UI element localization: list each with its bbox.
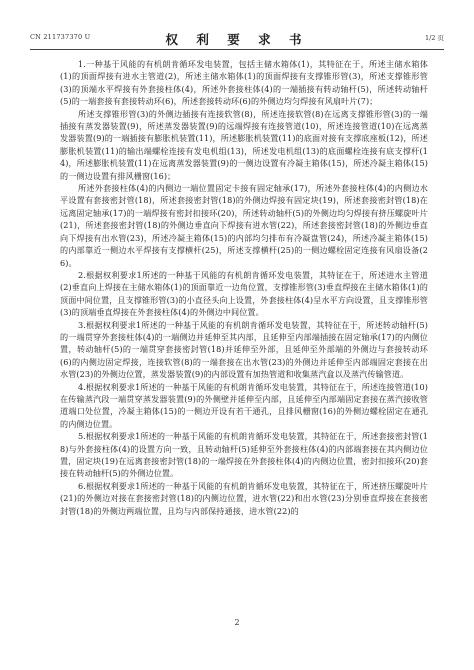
claims-body — [60, 58, 428, 517]
header-rule — [30, 49, 444, 50]
claim-1-paragraph-c: 所述外套接柱体(4)的内侧边一端位置固定卡接有固定轴承(17)，所述外套接柱体(4)的内侧边水平设置有套接密封管(18)，所述套接密封管(18)的外侧边焊接有固定块(19)，所述套接密封管(18)在远离固定轴承(17)的一端焊接有密封扣接环(20)，所述转动轴杆(5)的外侧边均匀焊接有挤压螺旋叶片(21)，所述套接密封管(18)的外侧边垂直向下焊接有进水管(22)，所述套接密封管(18)的外侧边垂直向下焊接有出水管(23)，所述冷凝主箱体(15)的内部均匀排布有冷凝盘管(24)，所述冷凝主箱体(15)的内部靠近一侧边水平焊接有支撑横杆(25)，所述支撑横杆(25)的一侧边螺栓固定连接有风扇设备(26)。 — [60, 183, 428, 268]
header-page-indicator: 1/2 页 — [424, 34, 444, 42]
page-number: 2 — [234, 618, 240, 627]
claim-2: 2.根据权利要求1所述的一种基于风能的有机朗肯循环发电装置，其特征在于，所述进水主管道(2)垂直向上焊接在主储水箱体(1)的顶面靠近一边角位置，支撑锥形管(3)垂直焊接在主储水箱体(1)的顶面中间位置，且支撑锥形管(3)的小直径头向上设置，外套接柱体(4)呈水平方向设置，且支撑锥形管(3)的顶端垂直焊接在外套接柱体(4)的外侧边中间位置。 — [60, 269, 428, 318]
claim-1-paragraph-a: 1.一种基于风能的有机朗肯循环发电装置，包括主储水箱体(1)，其特征在于，所述主储水箱体(1)的顶面焊接有进水主管道(2)，所述主储水箱体(1)的顶面焊接有支撑锥形管(3)，所述支撑锥形管(3)的顶端水平焊接有外套接柱体(4)，所述外套接柱体(4)的一端插接有转动轴杆(5)，所述转动轴杆(5)的一端套接有套接转动环(6)，所述套接转动环(6)的外侧边均匀焊接有风扇叶片(7)； — [60, 59, 428, 107]
document-title: 权 利 要 求 书 — [165, 32, 309, 47]
claim-4: 4.根据权利要求1所述的一种基于风能的有机朗肯循环发电装置，其特征在于，所述连接管道(10)在传输蒸汽段一端贯穿蒸发器装置(9)的外侧壁并延伸至内部，且延伸至内部端固定套接在蒸汽接收管道端口处位置，冷凝主箱体(15)的一侧边开设有若干通孔，且排风栅窗(16)的外侧边螺栓固定在通孔的内侧边位置。 — [60, 381, 428, 429]
publication-number: CN 211737370 U — [30, 33, 91, 41]
claim-6-partial: 6.根据权利要求1所述的一种基于风能的有机朗肯循环发电装置，其特征在于，所述挤压螺旋叶片(21)的外侧边对接在套接密封管(18)的内侧边位置，进水管(22)和出水管(23)分别垂直焊接在套接密封管(18)的外侧边两端位置，且均与内部保持通接，进水管(22)的 — [60, 480, 428, 516]
page-header — [30, 30, 444, 46]
claim-5: 5.根据权利要求1所述的一种基于风能的有机朗肯循环发电装置，其特征在于，所述套接密封管(18)与外套接柱体(4)的设置方向一致，且转动轴杆(5)延伸至外套接柱体(4)的内部端套接在其内侧边位置，固定块(19)在远离套接密封管(18)的一端焊接在外套接柱体(4)的内侧边位置，密封扣接环(20)套接在转动轴杆(5)的外侧边位置。 — [60, 431, 428, 479]
claim-3: 3.根据权利要求1所述的一种基于风能的有机朗肯循环发电装置，其特征在于，所述转动轴杆(5)的一端贯穿外套接柱体(4)的一端侧边并延伸至其内部，且延伸至内部端插接在固定轴承(17)的内侧位置，转动轴杆(5)的一端贯穿套接密封管(18)并延伸至外部，且延伸至外部端的外侧边与套接转动环(6)的内侧边固定焊接，连接软管(8)的一端套接在出水管(23)的外侧边并延伸至内部端固定套接在出水管(23)的外侧边位置，蒸发器装置(9)的内部设置有加热管道和收集蒸汽盒以及蒸汽传输管道。 — [60, 319, 428, 380]
claim-1-paragraph-b: 所述支撑锥形管(3)的外侧边插接有连接软管(8)，所述连接软管(8)在远离支撑锥形管(3)的一端插接有蒸发器装置(9)，所述蒸发器装置(9)的远端焊接有连接管道(10)，所述连接管道(10)在远离蒸发器装置(9)的一端插接有膨胀机装置(11)，所述膨胀机装置(11)的底面对接有支撑底座板(12)，所述膨胀机装置(11)的输出端螺栓连接有发电机组(13)，所述发电机组(13)的底面螺栓连接有底支撑杆(14)，所述膨胀机装置(11)在远离蒸发器装置(9)的一侧边设置有冷凝主箱体(15)，所述冷凝主箱体(15)的一侧边设置有排风栅窗(16)； — [60, 108, 428, 181]
